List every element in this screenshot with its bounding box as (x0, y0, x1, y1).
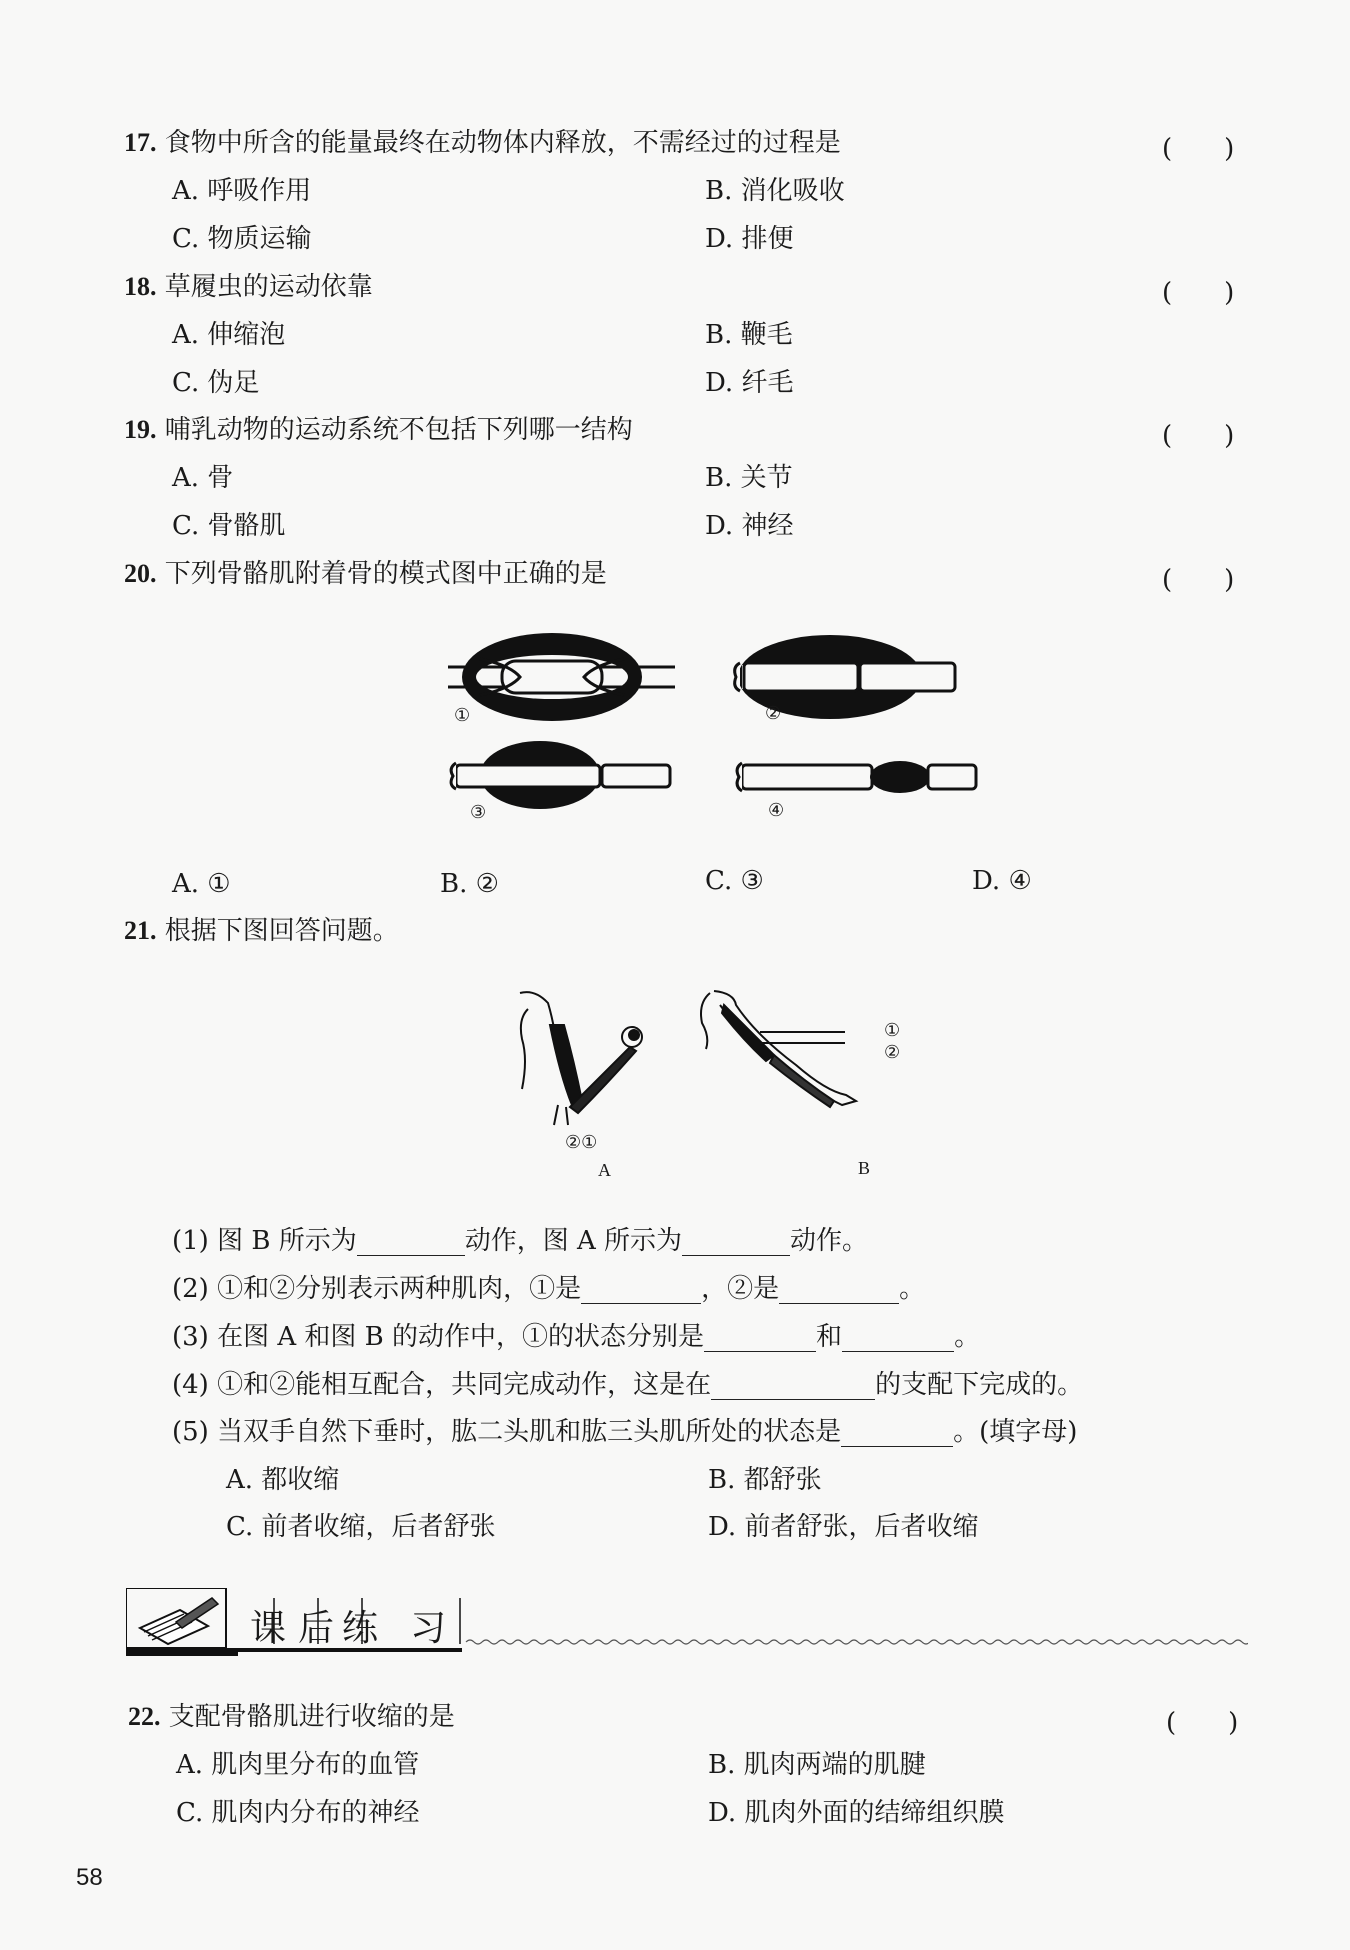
blank-field[interactable] (779, 1279, 899, 1304)
diagram-label-4: ④ (768, 800, 785, 820)
option-c[interactable]: C. 物质运输 (172, 224, 312, 254)
answer-paren[interactable]: ( ) (1162, 565, 1235, 595)
diagram-4 (737, 761, 976, 793)
blank-field[interactable] (704, 1327, 816, 1352)
option-c[interactable]: C. 前者收缩，后者舒张 (226, 1512, 496, 1542)
section-header-decor (126, 1588, 1248, 1658)
question-number: 17. (124, 128, 157, 157)
option-a[interactable]: A. 骨 (172, 463, 234, 493)
diagram-label-2: ② (765, 703, 782, 723)
option-a[interactable]: A. ① (172, 869, 231, 899)
option-a[interactable]: A. 都收缩 (226, 1465, 340, 1495)
question-19 (124, 415, 633, 445)
figure-b-mark-2: ② (884, 1042, 901, 1062)
diagram-3 (451, 741, 670, 809)
option-d[interactable]: D. 纤毛 (705, 368, 794, 398)
sub-question-1: (1) 图 B 所示为 动作，图 A 所示为 动作。 (172, 1226, 869, 1256)
figure-a-label: A (598, 1160, 611, 1180)
sub-question-3: (3) 在图 A 和图 B 的动作中，①的状态分别是 和 。 (172, 1322, 981, 1352)
sub-question-2: (2) ①和②分别表示两种肌肉，①是 ，②是 。 (172, 1274, 926, 1304)
diagram-label-3: ③ (470, 802, 487, 822)
question-number: 20. (124, 559, 157, 588)
section-title-char-3: 练 (342, 1608, 381, 1649)
question-18 (124, 272, 373, 302)
section-title-char-1: 课 (250, 1608, 289, 1649)
option-c[interactable]: C. 伪足 (172, 368, 260, 398)
question-text: 根据下图回答问题。 (164, 916, 399, 946)
option-d[interactable]: D. 神经 (705, 511, 794, 541)
question-number: 18. (124, 272, 157, 301)
blank-field[interactable] (682, 1231, 790, 1256)
question-21 (124, 916, 399, 946)
blank-field[interactable] (711, 1375, 875, 1400)
answer-paren[interactable]: ( ) (1162, 278, 1235, 308)
option-b[interactable]: B. 关节 (705, 463, 793, 493)
question-number: 21. (124, 916, 157, 945)
question-text: 下列骨骼肌附着骨的模式图中正确的是 (164, 559, 607, 589)
option-a[interactable]: A. 肌肉里分布的血管 (176, 1750, 420, 1780)
section-title-char-4: 习 (410, 1608, 449, 1649)
figure-b-mark-1: ① (884, 1020, 901, 1040)
section-header (126, 1588, 1248, 1658)
arm-muscle-diagram (510, 985, 910, 1135)
option-d[interactable]: D. 排便 (705, 224, 794, 254)
question-text: 草履虫的运动依靠 (164, 272, 373, 302)
figure-b-label: B (858, 1158, 871, 1178)
option-b[interactable]: B. 鞭毛 (705, 320, 793, 350)
answer-paren[interactable]: ( ) (1162, 134, 1235, 164)
question-number: 19. (124, 415, 157, 444)
sub-question-4: (4) ①和②能相互配合，共同完成动作，这是在 的支配下完成的。 (172, 1370, 1084, 1400)
question-text: 支配骨骼肌进行收缩的是 (168, 1702, 455, 1732)
option-d[interactable]: D. 肌肉外面的结缔组织膜 (708, 1798, 1005, 1828)
option-b[interactable]: B. 都舒张 (708, 1465, 822, 1495)
option-b[interactable]: B. 肌肉两端的肌腱 (708, 1750, 926, 1780)
question-number: 22. (128, 1702, 161, 1731)
page-number: 58 (76, 1864, 103, 1891)
option-c[interactable]: C. 肌肉内分布的神经 (176, 1798, 420, 1828)
arm-a-flexed (520, 992, 642, 1125)
question-text: 食物中所含的能量最终在动物体内释放，不需经过的过程是 (164, 128, 841, 158)
option-b[interactable]: B. ② (440, 869, 499, 899)
option-d[interactable]: D. 前者舒张，后者收缩 (708, 1512, 979, 1542)
option-c[interactable]: C. ③ (705, 866, 764, 896)
arm-a-muscle-marks: ②① (565, 1132, 598, 1152)
option-a[interactable]: A. 呼吸作用 (172, 176, 312, 206)
question-text: 哺乳动物的运动系统不包括下列哪一结构 (164, 415, 633, 445)
question-20 (124, 559, 607, 589)
question-17 (124, 128, 841, 158)
muscle-bone-diagrams (440, 625, 980, 835)
option-d[interactable]: D. ④ (972, 866, 1032, 896)
answer-paren[interactable]: ( ) (1166, 1708, 1239, 1738)
section-title-char-2: 后 (298, 1608, 337, 1649)
blank-field[interactable] (581, 1279, 701, 1304)
sub-question-5: (5) 当双手自然下垂时，肱二头肌和肱三头肌所处的状态是 。(填字母) (172, 1417, 1078, 1447)
answer-paren[interactable]: ( ) (1162, 421, 1235, 451)
option-c[interactable]: C. 骨骼肌 (172, 511, 286, 541)
arm-b-extended (701, 991, 856, 1107)
blank-field[interactable] (841, 1422, 953, 1447)
diagram-1 (448, 633, 675, 721)
option-b[interactable]: B. 消化吸收 (705, 176, 845, 206)
option-a[interactable]: A. 伸缩泡 (172, 320, 286, 350)
question-22 (128, 1702, 455, 1732)
blank-field[interactable] (842, 1327, 954, 1352)
diagram-label-1: ① (454, 705, 471, 725)
blank-field[interactable] (357, 1231, 465, 1256)
